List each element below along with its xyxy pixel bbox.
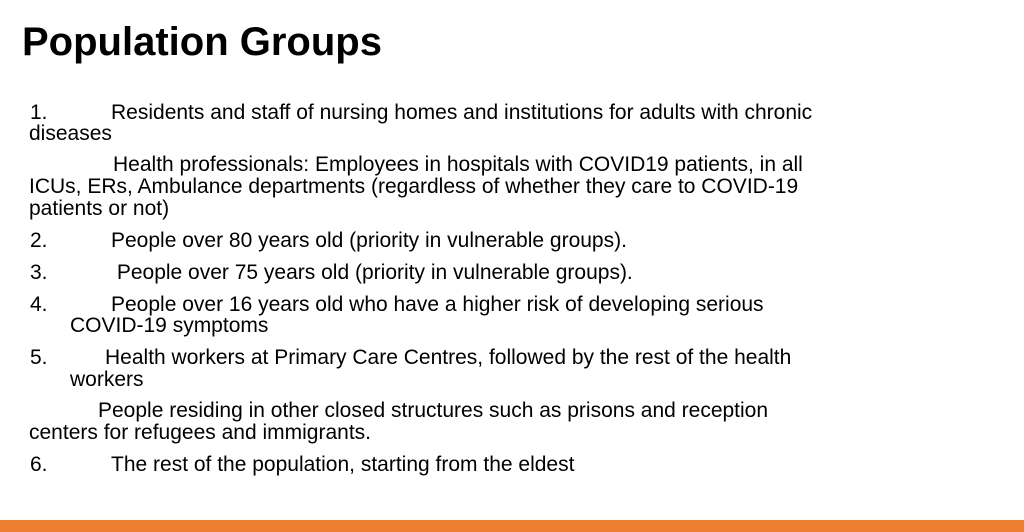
list-item-text: Residents and staff of nursing homes and institutions for adults with chronic (111, 101, 813, 124)
list-item-text-continued: patients or not) (29, 197, 170, 220)
list-item-text: People over 80 years old (priority in vulnerable groups). (111, 229, 627, 252)
list-number: 1. (30, 101, 48, 124)
list-item-text-continued: COVID-19 symptoms (70, 314, 269, 337)
list-item-text-continued: workers (70, 368, 144, 391)
list-number: 5. (30, 346, 48, 369)
list-item-text: People over 75 years old (priority in vulnerable groups). (111, 261, 633, 284)
accent-bar (0, 520, 1024, 532)
list-item-text-continued: diseases (29, 122, 112, 145)
list-number: 3. (30, 261, 48, 284)
list-number: 6. (30, 453, 48, 476)
list-item-text: The rest of the population, starting from the eldest (111, 453, 575, 476)
list-item-text: People over 16 years old who have a higher risk of developing serious (111, 293, 764, 316)
list-item-text: Health professionals: Employees in hospitals with COVID19 patients, in all (113, 153, 803, 176)
list-item-text: Health workers at Primary Care Centres, followed by the rest of the health (105, 346, 792, 369)
list-number: 4. (30, 293, 48, 316)
list-item-text-continued: centers for refugees and immigrants. (29, 421, 371, 444)
list-item-text: People residing in other closed structures such as prisons and reception (98, 399, 769, 422)
list-number: 2. (30, 229, 48, 252)
list-item-text-continued: ICUs, ERs, Ambulance departments (regardless of whether they care to COVID-19 (29, 175, 799, 198)
slide-title: Population Groups (22, 20, 382, 64)
